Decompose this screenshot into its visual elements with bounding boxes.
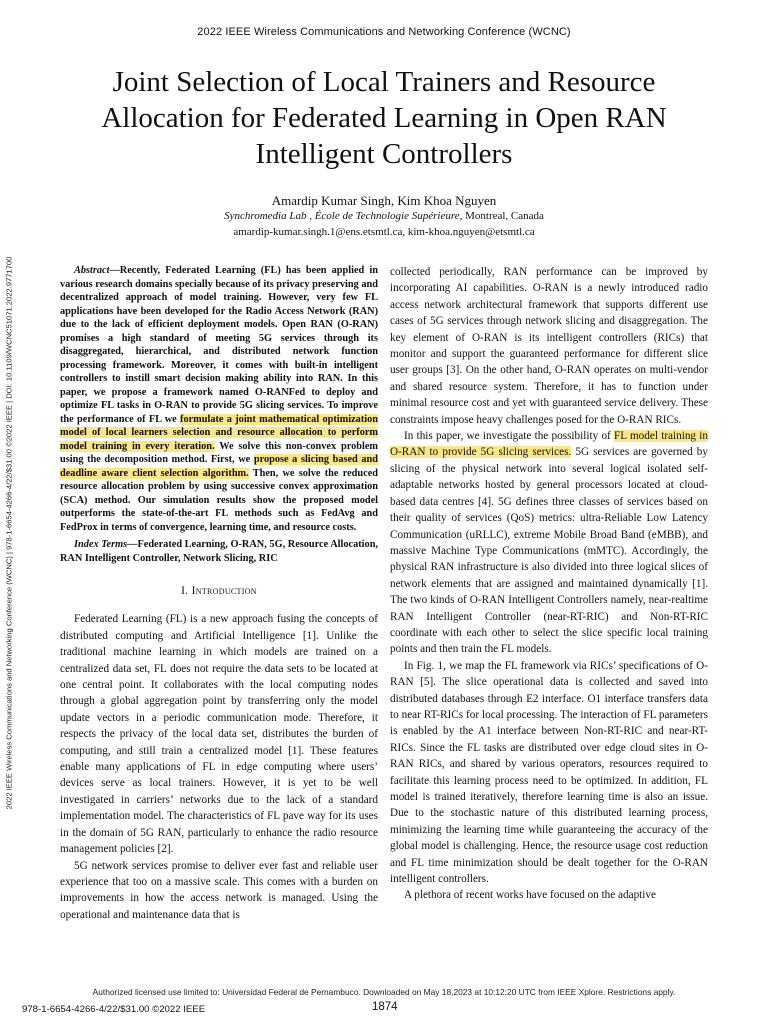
intro-paragraph-4: [390, 428, 708, 658]
intro-paragraph-3: collected periodically, RAN performance can be improved by incorporating AI capabilities. O-RAN is a newly introduced radio access network architectural framework that supports different use cases of 5G services through network slicing and disaggregation. The key element of O-RAN is its intelligent controllers (RICs) that monitor and support the guaranteed performance for different slice user groups [3]. On the other hand, O-RAN operates on multi-vendor and shared resource system. Therefore, it has to function under minimal resource cost and yet with guaranteed service delivery. These constraints impose heavy challenges posed for the O-RAN RICs.: [390, 266, 708, 426]
side-doi-stamp: [2, 163, 16, 903]
affiliation-location: , Montreal, Canada: [459, 210, 544, 222]
abstract: [60, 264, 378, 534]
abstract-label: Abstract: [74, 265, 110, 276]
intro-p4-text-1: In this paper, we investigate the possibility of: [404, 430, 615, 443]
intro-p4-text-2: 5G services are governed by slicing of the physical network into several logical isolated self-adaptable networks hosted by general processors located at cloud-based data centres [4]. 5G defines three classes of services based on their quality of services (QoS) metrics: ultra-Reliable Low Latency Communication (uRLLC), extreme Mobile Broad Band (eMBB), and massive Machine Type Communications (mMTC). Accordingly, the physical RAN infrastructure is also divided into three logical slices of network elements that are assigned and maintained dynamically [1]. The two kinds of O-RAN Intelligent Controllers namely, near-realtime RAN Intelligent Controller (near-RT-RIC) and Non-RT-RIC coordinate with each other to select the slice specific local training points and then train the FL models.: [390, 446, 708, 656]
abstract-highlight-2: propose a slicing based and deadline aware client selection algorithm.: [60, 454, 378, 479]
index-terms: [60, 538, 378, 565]
section-title: Introduction: [191, 585, 257, 597]
abstract-text-2: We solve this non-convex problem using the decomposition method. First, we: [60, 440, 378, 465]
abstract-text-1: Recently, Federated Learning (FL) has been applied in various research domains specially because of its privacy preserving and decentralized approach of model training. However, very few FL applications have been developed for the Radio Access Network (RAN) due to the lack of efficient deployment models. Open RAN (O-RAN) promises a high standard of meeting 5G services through its disaggregated, hierarchical, and distributed network function processing framework. Moreover, it comes with built-in intelligent controllers to instill smart decision making ability into RAN. In this paper, we propose a framework named O-RANFed to deploy and optimize FL tasks in O-RAN to provide 5G slicing services. To improve the performance of FL we: [60, 265, 378, 425]
index-terms-dash: —: [127, 539, 138, 550]
title-line-3: Intelligent Controllers: [255, 138, 513, 170]
section-number: I.: [181, 585, 192, 597]
author-list: Amardip Kumar Singh, Kim Khoa Nguyen: [271, 193, 497, 208]
intro-paragraph-6: A plethora of recent works have focused on the adaptive: [404, 889, 656, 902]
license-notice: Authorized licensed use limited to: Universidad Federal de Pernambuco. Downloaded on May 18,2023 at 10:12:20 UTC from IEEE Xplore. Restrictions apply.: [92, 987, 676, 997]
author-emails[interactable]: amardip-kumar.singh.1@ens.etsmtl.ca, kim-khoa.nguyen@etsmtl.ca: [233, 226, 535, 238]
index-terms-text: Federated Learning, O-RAN, 5G, Resource Allocation, RAN Intelligent Controller, Network Slicing, RIC: [60, 539, 378, 564]
right-column: [390, 264, 708, 904]
affiliation: [0, 210, 768, 222]
title-line-1: Joint Selection of Local Trainers and Resource: [112, 66, 656, 98]
footer-isbn: 978-1-6654-4266-4/22/$31.00 ©2022 IEEE: [22, 1004, 206, 1015]
affiliation-lab: Synchromedia Lab , École de Technologie Supérieure: [224, 210, 460, 222]
index-terms-label: Index Terms: [74, 539, 128, 550]
section-heading: [60, 583, 378, 599]
abstract-highlight-1: formulate a joint mathematical optimization model of local learners selection and resource allocation to perform model training in every iteration.: [60, 413, 378, 452]
title-line-2: Allocation for Federated Learning in Open RAN: [101, 102, 667, 134]
side-doi-text: 2022 IEEE Wireless Communications and Networking Conference (WCNC) | 978-1-6654-4266-4/22/$31.00 ©2022 IEEE | DOI: 10.1109/WCNC51071.2022.9771700: [4, 256, 14, 810]
intro-paragraph-5: In Fig. 1, we map the FL framework via RICs’ specifications of O-RAN [5]. The slice operational data is collected and saved into distributed databases through E2 interface. O1 interface transfers data to near RT-RICs for local processing. The interaction of FL parameters is enabled by the A1 interface between Non-RT-RIC and near-RT-RICs. Since the FL tasks are distributed over edge cloud sites in O-RAN RICs, and shared by various operators, resources required to facilitate this learning process need to be optimized. In addition, FL model is trained iteratively, therefore learning time is also an issue. Due to the stochastic nature of this distributed learning process, minimizing the learning time while guaranteeing the accuracy of the global model is challenging. Hence, the resource usage cost reduction and FL time minimization should be dealt together for the O-RAN intelligent controllers.: [390, 659, 708, 886]
intro-paragraph-2: 5G network services promise to deliver ever fast and reliable user experience that too on a massive scale. This comes with a burden on improvements in how the access network is managed. Using the operational and maintenance data that is: [60, 859, 378, 921]
left-column: [60, 264, 378, 923]
page-number: 1874: [372, 1001, 398, 1013]
conference-header: 2022 IEEE Wireless Communications and Networking Conference (WCNC): [197, 26, 571, 38]
abstract-text-3: Then, we solve the reduced resource allocation problem by using successive convex approximation (SCA) method. Our simulation results show the proposed model outperforms the state-of-the-art FL methods such as FedAvg and FedProx in terms of convergence, learning time, and resource costs.: [60, 467, 378, 533]
intro-paragraph-1: Federated Learning (FL) is a new approach fusing the concepts of distributed computing and Artificial Intelligence [1]. Unlike the traditional machine learning in which models are trained on a centralized data set, FL does not require the data sets to be located at one central point. It collaborates with the local computing nodes through a global aggregation point by transferring only the model update vectors in a periodic communication mode. Therefore, it respects the privacy of the local data set, distributes the burden of computing, and still train a centralized model [1]. These features enable many applications of FL in edge computing where users’ devices serve as local trainers. However, it is yet to be well investigated in carriers’ networks due to the lack of a standard implementation model. The characteristics of FL pave way for its uses in the domain of 5G RAN, particularly to enhance the radio resource management policies [2].: [60, 613, 378, 856]
abstract-dash: —: [109, 265, 120, 276]
intro-p4-highlight: FL model training in O-RAN to provide 5G slicing services.: [390, 430, 708, 459]
paper-title: [60, 64, 708, 172]
